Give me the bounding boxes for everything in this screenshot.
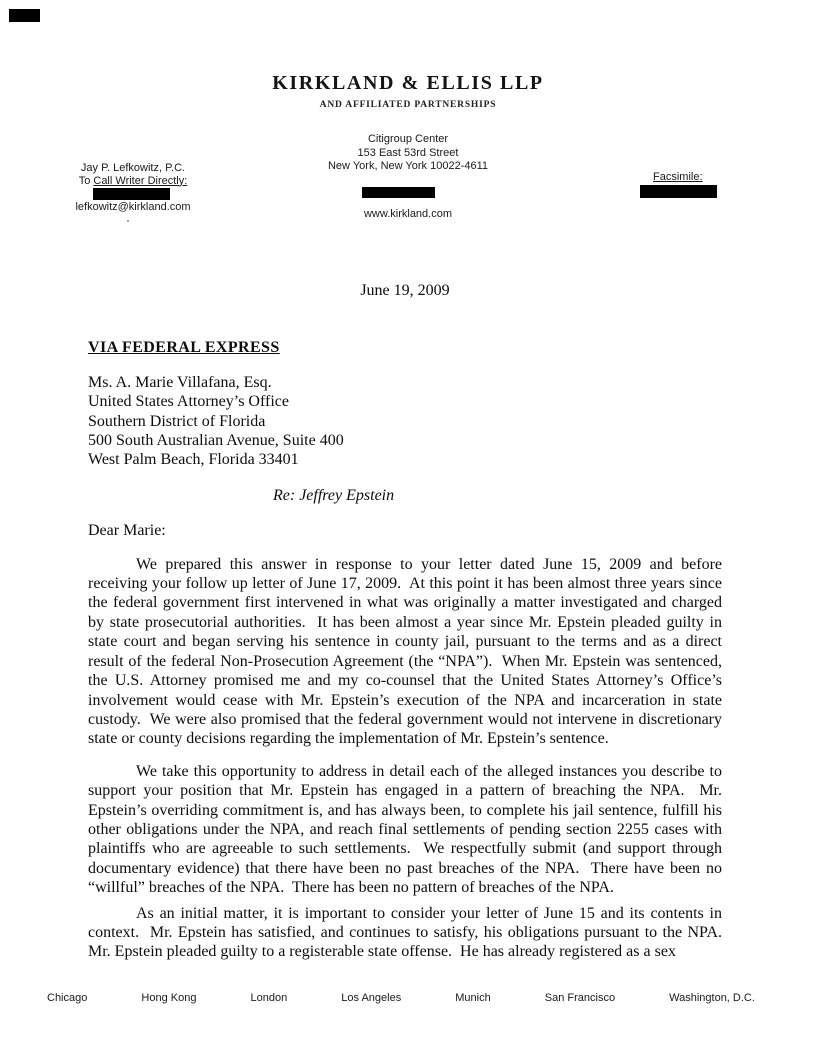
footer-offices	[47, 992, 755, 1004]
facsimile-label: Facsimile:	[653, 171, 703, 183]
footer-office-los-angeles: Los Angeles	[341, 992, 402, 1004]
writer-direct-label: To Call Writer Directly:	[78, 174, 188, 187]
redaction-box-facsimile	[640, 185, 717, 198]
firm-website: www.kirkland.com	[363, 208, 453, 220]
scan-artifact-dot	[127, 220, 129, 222]
firm-affiliation: AND AFFILIATED PARTNERSHIPS	[319, 100, 497, 110]
footer-office-washington-dc: Washington, D.C.	[669, 992, 755, 1004]
delivery-method: VIA FEDERAL EXPRESS	[88, 339, 280, 357]
recipient-address	[88, 373, 722, 470]
body-paragraph-1: We prepared this answer in response to your letter dated June 15, 2009 and before receiving your follow up letter of June 17, 2009. At this point it has been almost three years since the federal government first intervened in what was originally a matter investigated and charged by state prosecutorial authorities. It has been almost a year since Mr. Epstein pleaded guilty in state court and began serving his sentence in county jail, pursuant to the terms and as a direct result of the federal Non-Prosecution Agreement (the “NPA”). When Mr. Epstein was sentenced, the U.S. Attorney promised me and my co-counsel that the United States Attorney’s Office’s involvement would cease with Mr. Epstein’s execution of the NPA and incarceration in state custody. We were also promised that the federal government would not intervene in discretionary state or county decisions regarding the implementation of Mr. Epstein’s sentence.	[88, 555, 726, 748]
re-line: Re: Jeffrey Epstein	[273, 486, 395, 504]
redaction-box-office-phone	[362, 187, 435, 198]
recipient-line: 500 South Australian Avenue, Suite 400	[88, 432, 344, 450]
firm-name: KIRKLAND & ELLIS LLP	[272, 72, 544, 94]
writer-email: lefkowitz@kirkland.com	[75, 201, 191, 213]
footer-office-san-francisco: San Francisco	[544, 992, 616, 1004]
recipient-line: United States Attorney’s Office	[88, 393, 289, 411]
date-line: June 19, 2009	[360, 282, 450, 299]
body-paragraph-3: As an initial matter, it is important to consider your letter of June 15 and its contents in context. Mr. Epstein has satisfied, and continues to satisfy, his obligations pursuant to the NPA. Mr. Epstein pleaded guilty to a registerable state offense. He has already registered as a sex	[88, 904, 730, 961]
office-street: 153 East 53rd Street	[357, 146, 459, 159]
body-paragraph-2: We take this opportunity to address in detail each of the alleged instances you describe to support your position that Mr. Epstein has engaged in a pattern of breaching the NPA. Mr. Epstein’s overriding commitment is, and has always been, to complete his jail sentence, fulfill his other obligations under the NPA, and reach final settlements of pending section 2255 cases with plaintiffs who are agreeable to such settlements. We respectfully submit (and support through documentary evidence) that there have been no past breaches of the NPA. There have been no “willful” breaches of the NPA. There has been no pattern of breaches of the NPA.	[88, 762, 726, 897]
recipient-line: Southern District of Florida	[88, 412, 266, 430]
footer-office-hong-kong: Hong Kong	[141, 992, 197, 1004]
office-building: Citigroup Center	[367, 133, 449, 145]
office-city-line: New York, New York 10022-4611	[327, 160, 488, 172]
salutation: Dear Marie:	[88, 522, 166, 540]
writer-name: Jay P. Lefkowitz, P.C.	[80, 162, 186, 174]
letter-body	[88, 281, 730, 962]
recipient-line: West Palm Beach, Florida 33401	[88, 451, 299, 469]
office-address-block	[0, 133, 816, 174]
footer-office-london: London	[250, 992, 288, 1004]
redaction-box-topleft	[9, 9, 40, 22]
recipient-line: Ms. A. Marie Villafana, Esq.	[88, 373, 272, 391]
redaction-box-writer-phone	[93, 188, 170, 200]
footer-office-chicago: Chicago	[47, 992, 88, 1004]
footer-office-munich: Munich	[455, 992, 491, 1004]
